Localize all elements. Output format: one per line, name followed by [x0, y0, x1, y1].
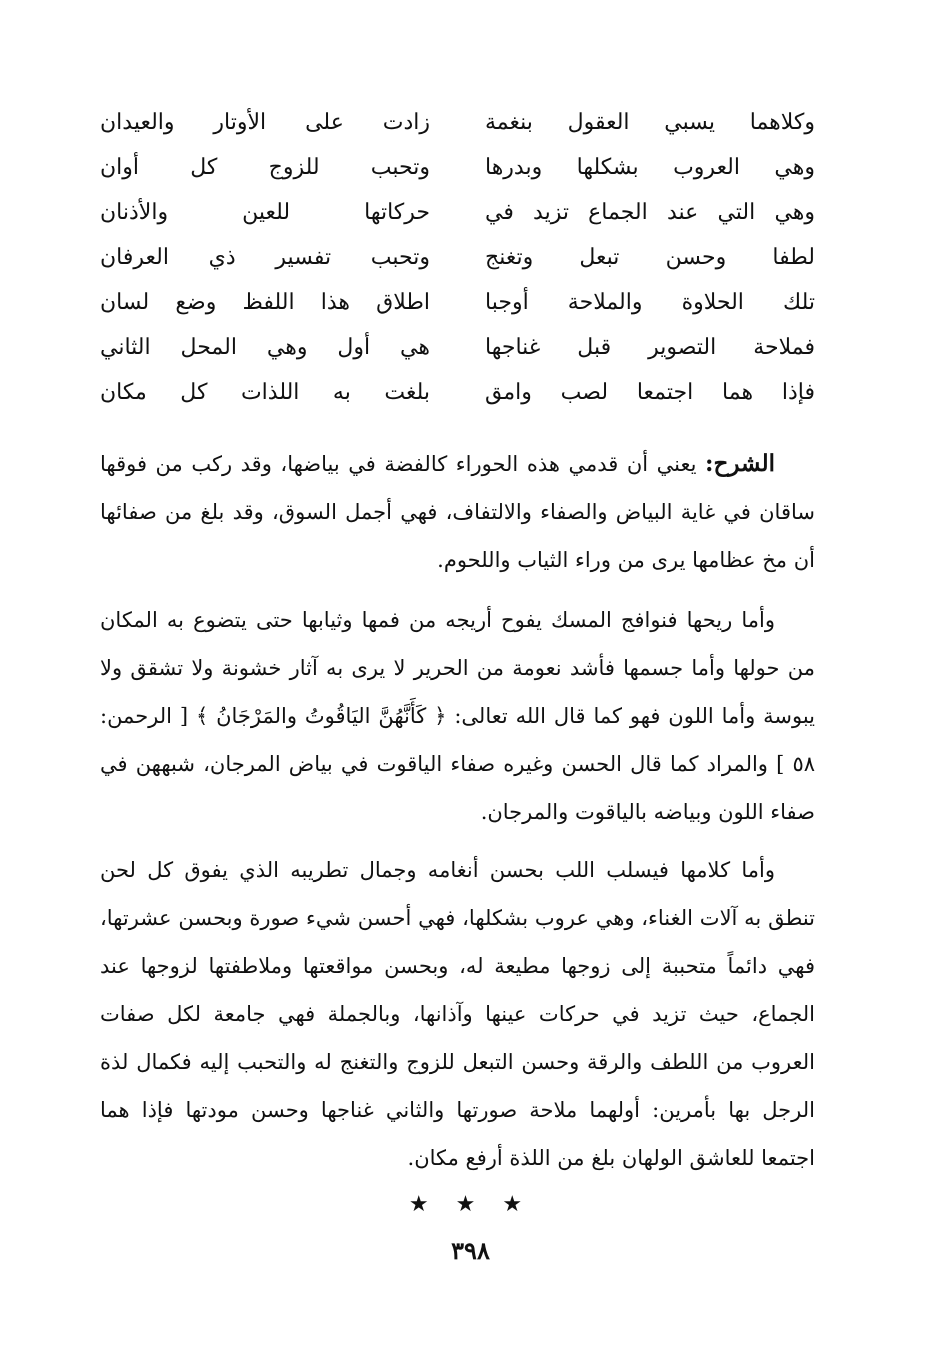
commentary-paragraph-2: [100, 596, 815, 836]
poem-left-column: [100, 100, 430, 415]
verse-left-3: حركاتها للعين والأذنان: [100, 200, 430, 225]
verse-right-4: لطفا وحسن تبعل وتغنج: [485, 245, 815, 270]
verse-right-3: وهي التي عند الجماع تزيد في: [485, 200, 815, 225]
verse-left-5: اطلاق هذا اللفظ وضع لسان: [100, 290, 430, 315]
commentary-text-3: وأما كلامها فيسلب اللب بحسن أنغامه وجمال تطريبه الذي يفوق كل لحن تنطق به آلات الغناء، وهي عروب بشكلها، فهي أحسن شيء صورة وبحسن عشرتها، فهي دائماً متحببة إلى زوجها مطيعة له، وبحسن مواقعتها وملاطفتها لزوجها عند الجماع، حيث تزيد في حركات عينها وآذانها، وبالجملة فهي جامعة لكل صفات العروب من اللطف والرقة وحسن التبعل للزوج والتغنج له والتحبب إليه فكمال لذة الرجل بها بأمرين: أولهما ملاحة صورتها والثاني غناجها وحسن مودتها فإذا هما اجتمعا للعاشق الولهان بلغ من اللذة أرفع مكان.: [100, 858, 815, 1170]
verse-right-5: تلك الحلاوة والملاحة أوجبا: [485, 290, 815, 315]
poem-right-column: [485, 100, 815, 415]
verse-left-2: وتحبب للزوج كل أوان: [100, 155, 430, 180]
verse-right-1: وكلاهما يسبي العقول بنغمة: [485, 110, 815, 135]
verse-left-6: هي أول وهي المحل الثاني: [100, 335, 430, 360]
commentary-text-1: يعني أن قدمي هذه الحوراء كالفضة في بياضها، وقد ركب من فوقها ساقان في غاية البياض والصفاء والالتفاف، فهي أجمل السوق، وقد بلغ من صفائها أن مخ عظامها يرى من وراء الثياب واللحوم.: [100, 452, 815, 572]
commentary-label: الشرح:: [705, 450, 775, 477]
verse-right-2: وهي العروب بشكلها وبدرها: [485, 155, 815, 180]
verse-right-7: فإذا هما اجتمعا لصب وامق: [485, 380, 815, 405]
commentary-paragraph-1: [100, 440, 815, 584]
verse-left-7: بلغت به اللذات كل مكان: [100, 380, 430, 405]
commentary-text-2: وأما ريحها فنوافج المسك يفوح أريجه من فمها وثيابها حتى يتضوع به المكان من حولها وأما جسمها فأشد نعومة من الحرير لا يرى به آثار خشونة ولا تشقق ولا يبوسة وأما اللون فهو كما قال الله تعالى: ﴿ كَأَنَّهُنَّ اليَاقُوتُ والمَرْجَانُ ﴾ [ الرحمن: ٥٨ ] والمراد كما قال الحسن وغيره صفاء الياقوت في بياض المرجان، شبههن في صفاء اللون وبياضه بالياقوت والمرجان.: [100, 608, 815, 824]
section-separator-stars: ★ ★ ★: [408, 1192, 533, 1217]
page-number: ٣٩٨: [451, 1236, 490, 1265]
verse-left-1: زادت على الأوتار والعيدان: [100, 110, 430, 135]
verse-right-6: فملاحة التصوير قبل غناجها: [485, 335, 815, 360]
verse-left-4: وتحبب تفسير ذي العرفان: [100, 245, 430, 270]
commentary-paragraph-3: [100, 846, 815, 1182]
poem-block: [100, 100, 815, 415]
